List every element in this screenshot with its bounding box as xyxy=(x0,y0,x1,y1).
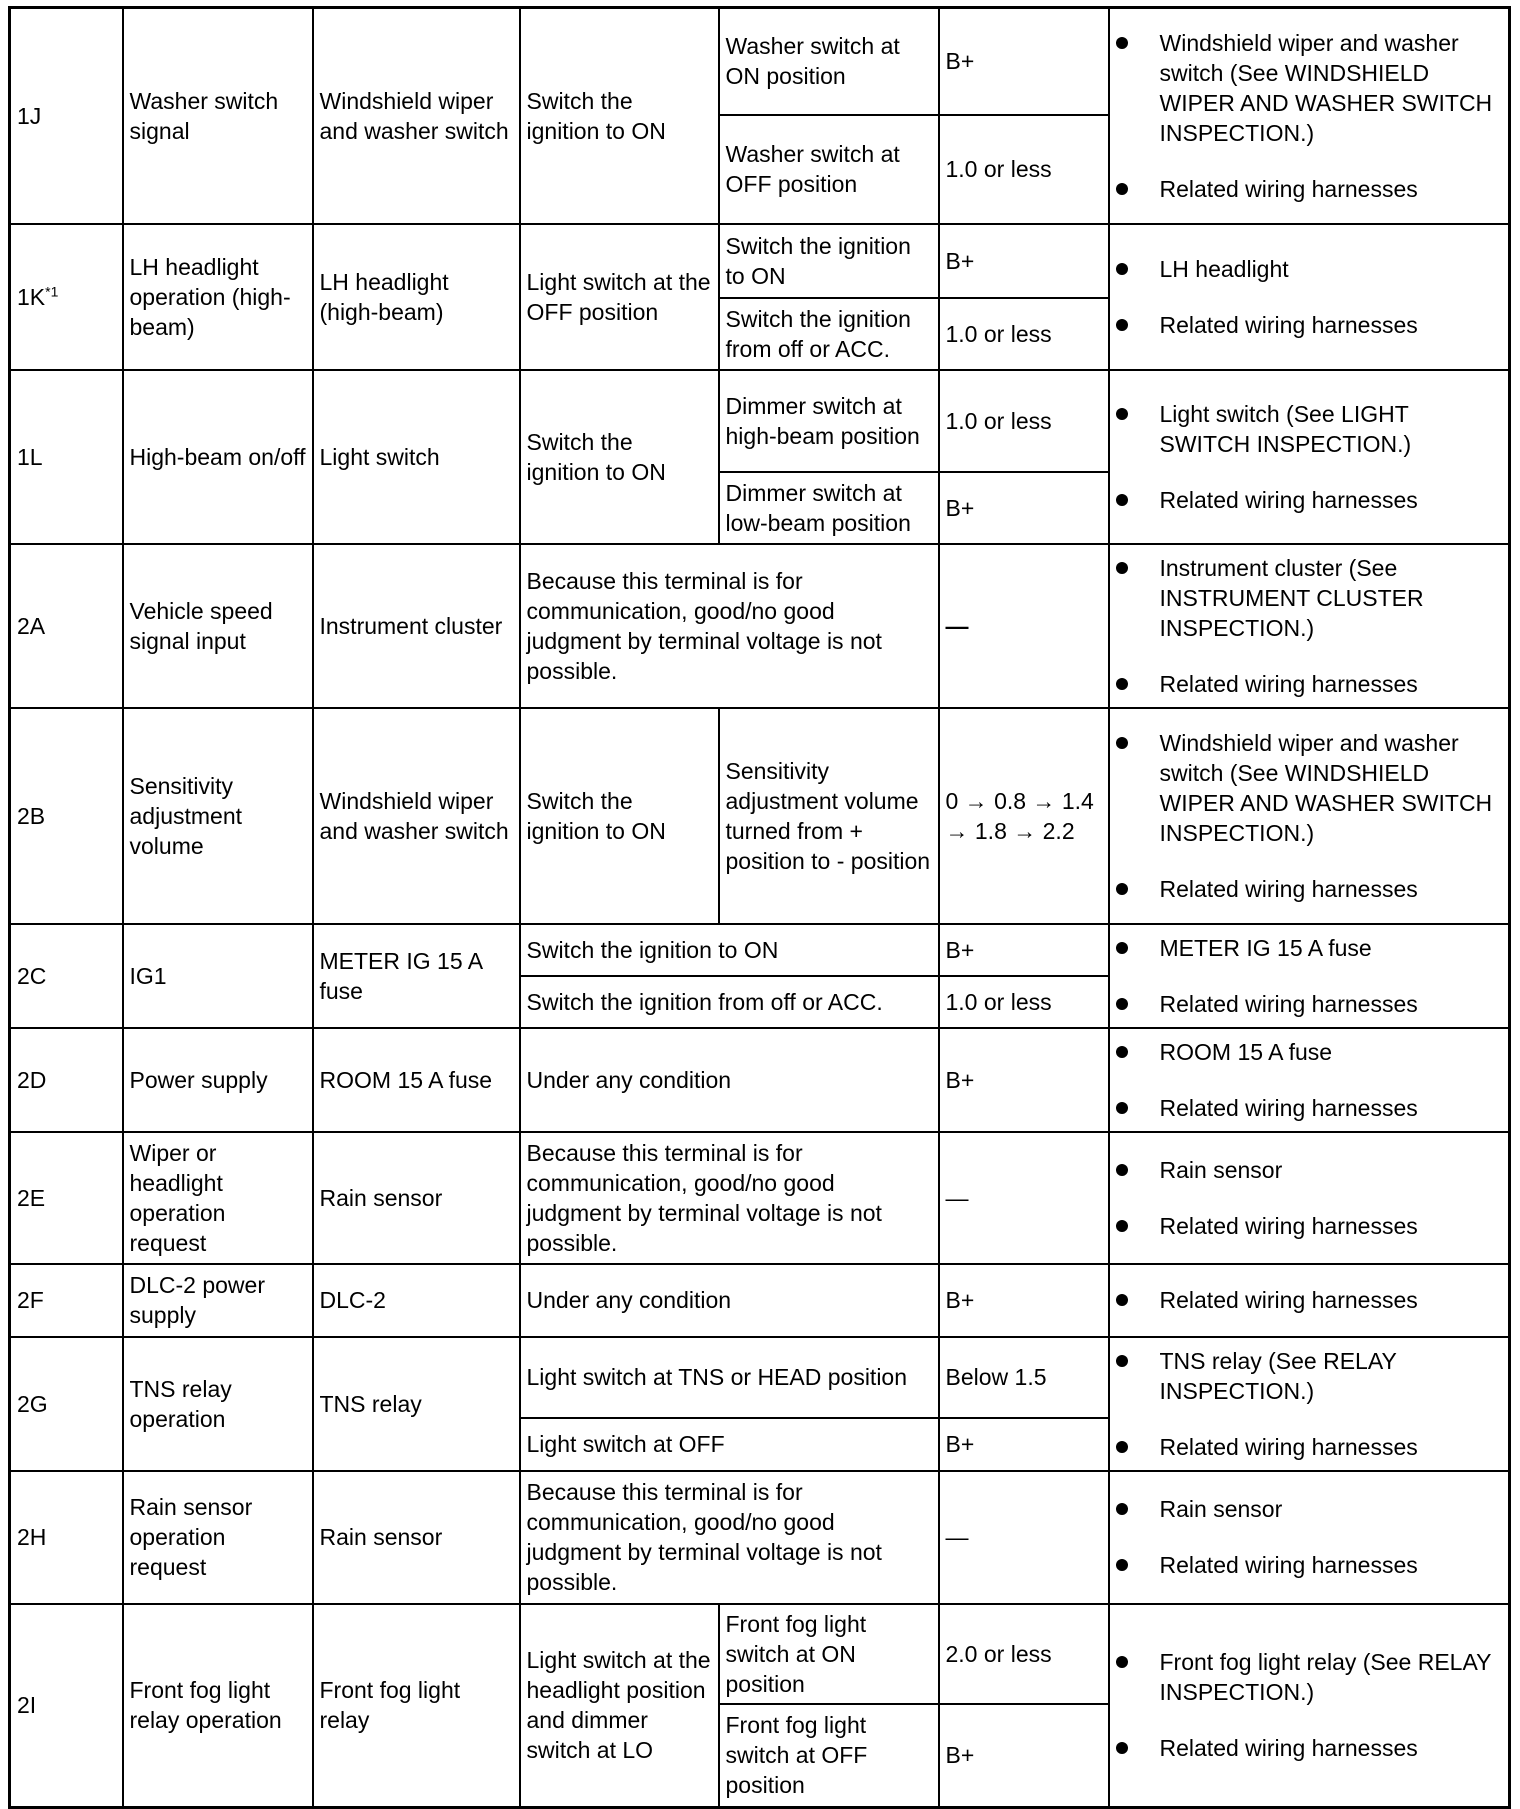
terminal-cell: 2G xyxy=(10,1337,123,1471)
inspection-item: Windshield wiper and washer switch (See WINDSHIELD WIPER AND WASHER SWITCH INSPECTION.) xyxy=(1116,728,1503,848)
inspection-item: TNS relay (See RELAY INSPECTION.) xyxy=(1116,1346,1503,1406)
condition-cell: Switch the ignition to ON xyxy=(520,708,719,924)
inspection-items-cell xyxy=(1109,224,1510,370)
terminal-cell: 2C xyxy=(10,924,123,1028)
sub-condition-cell: Switch the ignition from off or ACC. xyxy=(719,298,939,370)
table-row xyxy=(10,544,1510,708)
connected-to-cell: ROOM 15 A fuse xyxy=(313,1028,520,1132)
signal-name-cell: Washer switch signal xyxy=(123,8,313,224)
signal-name-cell: IG1 xyxy=(123,924,313,1028)
voltage-cell: B+ xyxy=(939,472,1109,544)
connected-to-cell: DLC-2 xyxy=(313,1264,520,1337)
inspection-item: Front fog light relay (See RELAY INSPECTION.) xyxy=(1116,1647,1503,1707)
inspection-items-cell xyxy=(1109,708,1510,924)
connected-to-cell: TNS relay xyxy=(313,1337,520,1471)
inspection-items-cell xyxy=(1109,1264,1510,1337)
table-row xyxy=(10,1604,1510,1704)
table-row xyxy=(10,1337,1510,1419)
inspection-item: Rain sensor xyxy=(1116,1155,1503,1185)
inspection-item: Related wiring harnesses xyxy=(1116,174,1503,204)
terminal-label: 1K xyxy=(17,283,46,310)
voltage-cell: 1.0 or less xyxy=(939,370,1109,472)
voltage-cell: B+ xyxy=(939,1264,1109,1337)
inspection-items-cell xyxy=(1109,924,1510,1028)
sub-condition-cell: Front fog light switch at ON position xyxy=(719,1604,939,1704)
terminal-cell: 2I xyxy=(10,1604,123,1808)
inspection-items-cell xyxy=(1109,1028,1510,1132)
condition-cell: Switch the ignition to ON xyxy=(520,924,939,976)
voltage-cell: 1.0 or less xyxy=(939,298,1109,370)
inspection-item: Related wiring harnesses xyxy=(1116,874,1503,904)
sub-condition-cell: Front fog light switch at OFF position xyxy=(719,1704,939,1808)
signal-name-cell: Power supply xyxy=(123,1028,313,1132)
signal-name-cell: DLC-2 power supply xyxy=(123,1264,313,1337)
condition-cell: Light switch at the OFF position xyxy=(520,224,719,370)
voltage-cell: 0 → 0.8 → 1.4 → 1.8 → 2.2 xyxy=(939,708,1109,924)
condition-cell: Switch the ignition to ON xyxy=(520,370,719,544)
inspection-item: LH headlight xyxy=(1116,254,1503,284)
terminal-cell: 1L xyxy=(10,370,123,544)
signal-name-cell: Sensitivity adjustment volume xyxy=(123,708,313,924)
connected-to-cell: METER IG 15 A fuse xyxy=(313,924,520,1028)
terminal-inspection-table xyxy=(8,6,1511,1809)
table-row xyxy=(10,924,1510,976)
inspection-item: ROOM 15 A fuse xyxy=(1116,1037,1503,1067)
voltage-cell: B+ xyxy=(939,8,1109,115)
sub-condition-cell: Washer switch at OFF position xyxy=(719,115,939,224)
voltage-cell: 2.0 or less xyxy=(939,1604,1109,1704)
inspection-item: Windshield wiper and washer switch (See WINDSHIELD WIPER AND WASHER SWITCH INSPECTION.) xyxy=(1116,28,1503,148)
table-row xyxy=(10,224,1510,298)
inspection-item: Instrument cluster (See INSTRUMENT CLUSTER INSPECTION.) xyxy=(1116,553,1503,643)
sub-condition-cell: Sensitivity adjustment volume turned from + position to - position xyxy=(719,708,939,924)
condition-cell: Light switch at TNS or HEAD position xyxy=(520,1337,939,1419)
terminal-cell: 2F xyxy=(10,1264,123,1337)
signal-name-cell: LH headlight operation (high-beam) xyxy=(123,224,313,370)
voltage-cell: B+ xyxy=(939,1418,1109,1470)
voltage-cell: — xyxy=(939,544,1109,708)
voltage-cell: B+ xyxy=(939,224,1109,298)
sub-condition-cell: Switch the ignition to ON xyxy=(719,224,939,298)
condition-cell: Switch the ignition to ON xyxy=(520,8,719,224)
inspection-item: Related wiring harnesses xyxy=(1116,989,1503,1019)
connected-to-cell: Windshield wiper and washer switch xyxy=(313,708,520,924)
connected-to-cell: Rain sensor xyxy=(313,1471,520,1604)
inspection-item: Related wiring harnesses xyxy=(1116,1093,1503,1123)
terminal-cell: 2B xyxy=(10,708,123,924)
table-row xyxy=(10,8,1510,115)
condition-cell: Under any condition xyxy=(520,1028,939,1132)
inspection-item: Related wiring harnesses xyxy=(1116,1550,1503,1580)
voltage-cell: B+ xyxy=(939,924,1109,976)
inspection-item: Related wiring harnesses xyxy=(1116,669,1503,699)
terminal-cell xyxy=(10,224,123,370)
terminal-cell: 2A xyxy=(10,544,123,708)
inspection-item: Light switch (See LIGHT SWITCH INSPECTION.) xyxy=(1116,399,1503,459)
sub-condition-cell: Dimmer switch at low-beam position xyxy=(719,472,939,544)
inspection-item: Related wiring harnesses xyxy=(1116,485,1503,515)
voltage-cell: Below 1.5 xyxy=(939,1337,1109,1419)
voltage-cell: 1.0 or less xyxy=(939,976,1109,1028)
condition-cell: Because this terminal is for communication, good/no good judgment by terminal voltage is not possible. xyxy=(520,1132,939,1264)
connected-to-cell: Light switch xyxy=(313,370,520,544)
terminal-cell: 2D xyxy=(10,1028,123,1132)
table-row xyxy=(10,1471,1510,1604)
inspection-items-cell xyxy=(1109,8,1510,224)
inspection-items-cell xyxy=(1109,1132,1510,1264)
condition-cell: Light switch at OFF xyxy=(520,1418,939,1470)
condition-cell: Light switch at the headlight position and dimmer switch at LO xyxy=(520,1604,719,1808)
table-row xyxy=(10,1132,1510,1264)
signal-name-cell: TNS relay operation xyxy=(123,1337,313,1471)
connected-to-cell: Windshield wiper and washer switch xyxy=(313,8,520,224)
connected-to-cell: Instrument cluster xyxy=(313,544,520,708)
condition-cell: Because this terminal is for communication, good/no good judgment by terminal voltage is not possible. xyxy=(520,1471,939,1604)
inspection-item: Related wiring harnesses xyxy=(1116,1285,1503,1315)
sub-condition-cell: Dimmer switch at high-beam position xyxy=(719,370,939,472)
connected-to-cell: LH headlight (high-beam) xyxy=(313,224,520,370)
inspection-items-cell xyxy=(1109,544,1510,708)
terminal-cell: 2H xyxy=(10,1471,123,1604)
signal-name-cell: Front fog light relay operation xyxy=(123,1604,313,1808)
voltage-cell: B+ xyxy=(939,1704,1109,1808)
signal-name-cell: Rain sensor operation request xyxy=(123,1471,313,1604)
connected-to-cell: Rain sensor xyxy=(313,1132,520,1264)
terminal-cell: 2E xyxy=(10,1132,123,1264)
inspection-item: Related wiring harnesses xyxy=(1116,1211,1503,1241)
table-row xyxy=(10,708,1510,924)
terminal-cell: 1J xyxy=(10,8,123,224)
signal-name-cell: High-beam on/off xyxy=(123,370,313,544)
signal-name-cell: Wiper or headlight operation request xyxy=(123,1132,313,1264)
inspection-item: METER IG 15 A fuse xyxy=(1116,933,1503,963)
voltage-cell: — xyxy=(939,1132,1109,1264)
footnote-mark: *1 xyxy=(45,282,59,299)
condition-cell: Under any condition xyxy=(520,1264,939,1337)
inspection-items-cell xyxy=(1109,370,1510,544)
voltage-cell: 1.0 or less xyxy=(939,115,1109,224)
condition-cell: Switch the ignition from off or ACC. xyxy=(520,976,939,1028)
inspection-items-cell xyxy=(1109,1471,1510,1604)
connected-to-cell: Front fog light relay xyxy=(313,1604,520,1808)
inspection-item: Related wiring harnesses xyxy=(1116,310,1503,340)
signal-name-cell: Vehicle speed signal input xyxy=(123,544,313,708)
table-row xyxy=(10,370,1510,472)
inspection-item: Related wiring harnesses xyxy=(1116,1432,1503,1462)
table-row xyxy=(10,1028,1510,1132)
condition-cell: Because this terminal is for communication, good/no good judgment by terminal voltage is not possible. xyxy=(520,544,939,708)
voltage-cell: B+ xyxy=(939,1028,1109,1132)
inspection-items-cell xyxy=(1109,1337,1510,1471)
voltage-cell: — xyxy=(939,1471,1109,1604)
sub-condition-cell: Washer switch at ON position xyxy=(719,8,939,115)
table-row xyxy=(10,1264,1510,1337)
inspection-item: Related wiring harnesses xyxy=(1116,1733,1503,1763)
inspection-items-cell xyxy=(1109,1604,1510,1808)
inspection-item: Rain sensor xyxy=(1116,1494,1503,1524)
